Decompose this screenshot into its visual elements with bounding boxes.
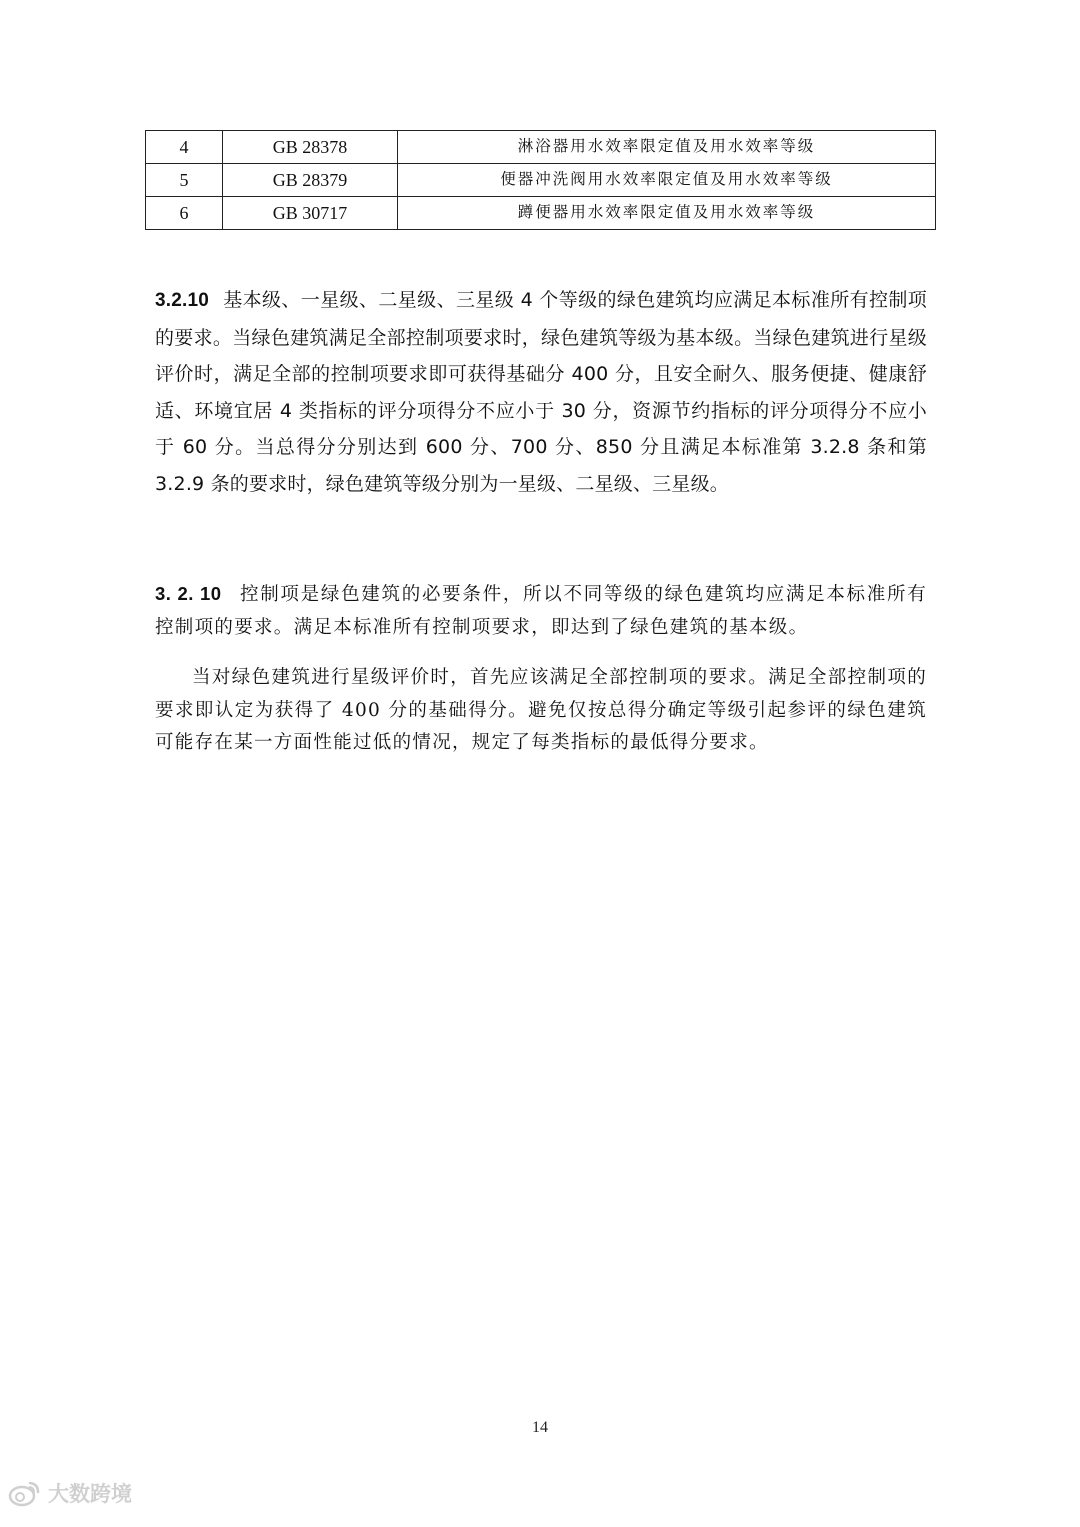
table-row <box>146 131 936 164</box>
explanation-paragraph <box>155 578 927 644</box>
row-number: 4 <box>146 131 223 164</box>
clause-text: 基本级、一星级、二星级、三星级 4 个等级的绿色建筑均应满足本标准所有控制项的要求。当绿色建筑满足全部控制项要求时，绿色建筑等级为基本级。当绿色建筑进行星级评价时，满足全部的控制项要求即可获得基础分 400 分，且安全耐久、服务便捷、健康舒适、环境宜居 4 类指标的评分项得分不应小于 30 分，资源节约指标的评分项得分不应小于 60 分。当总得分分别达到 600 分、700 分、850 分且满足本标准第 3.2.8 条和第 3.2.9 条的要求时，绿色建筑等级分别为一星级、二星级、三星级。 <box>155 289 927 495</box>
watermark <box>8 1478 132 1508</box>
table-row <box>146 164 936 197</box>
standard-code: GB 28378 <box>223 131 398 164</box>
row-number: 6 <box>146 197 223 230</box>
explanation-text: 控制项是绿色建筑的必要条件，所以不同等级的绿色建筑均应满足本标准所有控制项的要求。满足本标准所有控制项要求，即达到了绿色建筑的基本级。 <box>155 584 928 638</box>
explanation-number: 3. 2. 10 <box>155 583 222 604</box>
standard-code: GB 30717 <box>223 197 398 230</box>
standards-table <box>145 130 936 230</box>
standard-title: 便器冲洗阀用水效率限定值及用水效率等级 <box>398 164 936 197</box>
weibo-icon <box>8 1479 42 1507</box>
standard-title: 蹲便器用水效率限定值及用水效率等级 <box>398 197 936 230</box>
standard-title: 淋浴器用水效率限定值及用水效率等级 <box>398 131 936 164</box>
clause-paragraph <box>155 282 927 502</box>
row-number: 5 <box>146 164 223 197</box>
standard-code: GB 28379 <box>223 164 398 197</box>
table-row <box>146 197 936 230</box>
watermark-text: 大数跨境 <box>48 1482 132 1506</box>
explanation-paragraph-2: 当对绿色建筑进行星级评价时，首先应该满足全部控制项的要求。满足全部控制项的要求即认定为获得了 400 分的基础得分。避免仅按总得分确定等级引起参评的绿色建筑可能存在某一方面性能过低的情况，规定了每类指标的最低得分要求。 <box>155 667 927 753</box>
page-number: 14 <box>532 1419 548 1436</box>
clause-number: 3.2.10 <box>155 290 210 311</box>
